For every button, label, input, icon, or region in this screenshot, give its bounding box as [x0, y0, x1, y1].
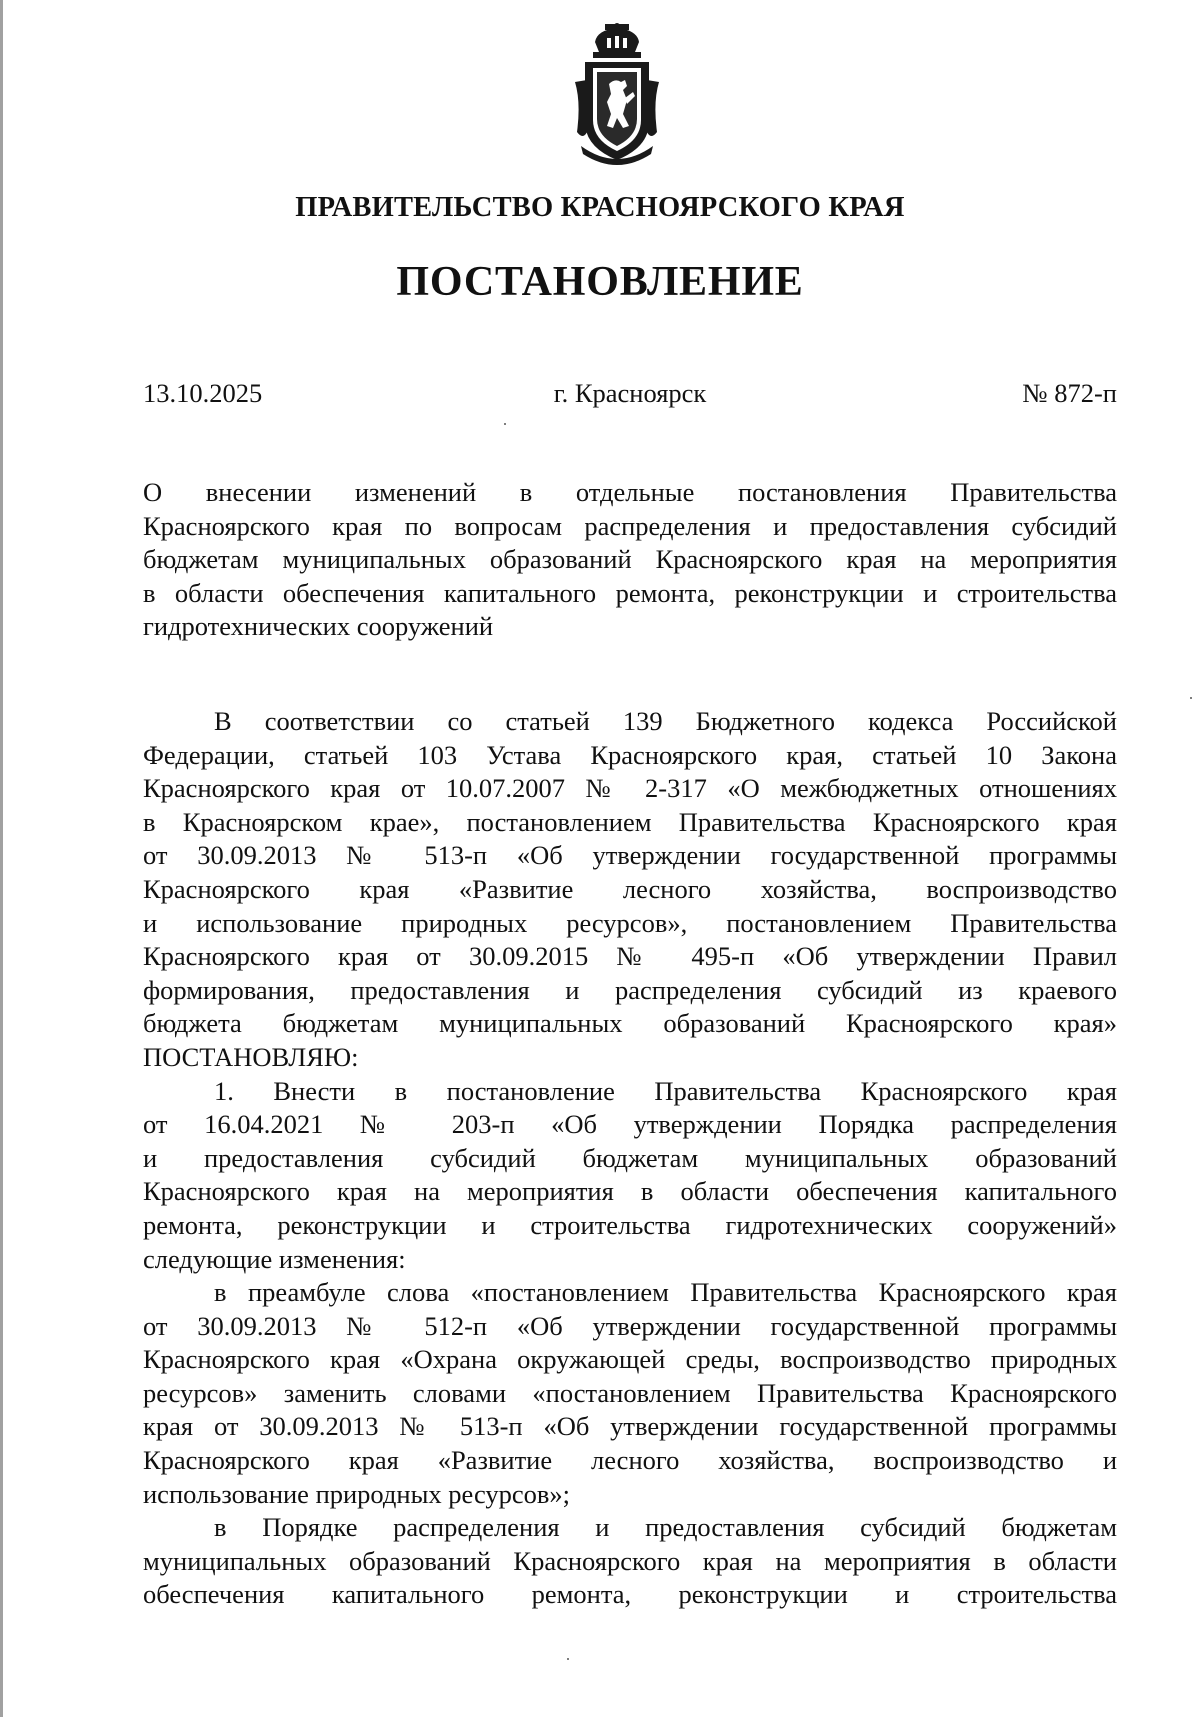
scan-edge — [0, 0, 3, 1717]
body-line: бюджета бюджетам муниципальных образований Красноярского края» — [143, 1008, 1117, 1039]
body-line: ремонта, реконструкции и строительства гидротехнических сооружений» — [143, 1209, 1117, 1240]
subject-line: в области обеспечения капитального ремонта, реконструкции и строительства — [143, 577, 1117, 608]
body-line: края от 30.09.2013 № 513-п «Об утверждении государственной программы — [143, 1411, 1117, 1442]
body-line: ресурсов» заменить словами «постановлением Правительства Красноярского — [143, 1377, 1117, 1408]
subject-line: О внесении изменений в отдельные постановления Правительства — [143, 477, 1117, 507]
subject-line: гидротехнических сооружений — [143, 611, 494, 642]
scan-speck — [567, 1658, 569, 1660]
body-line: от 16.04.2021 № 203-п «Об утверждении Порядка распределения — [143, 1109, 1117, 1140]
body-line: от 30.09.2013 № 512-п «Об утверждении государственной программы — [143, 1310, 1117, 1341]
government-title: ПРАВИТЕЛЬСТВО КРАСНОЯРСКОГО КРАЯ — [295, 192, 905, 223]
document-meta-row — [143, 378, 1117, 412]
body-line: и предоставления субсидий бюджетам муниципальных образований — [143, 1142, 1117, 1173]
subject-line: Красноярского края по вопросам распределения и предоставления субсидий — [143, 510, 1117, 541]
body-line: от 30.09.2013 № 513-п «Об утверждении государственной программы — [143, 840, 1117, 871]
body-line: Красноярского края «Развитие лесного хозяйства, воспроизводство — [143, 873, 1117, 904]
body-line: обеспечения капитального ремонта, реконструкции и строительства — [143, 1579, 1117, 1610]
body-line: формирования, предоставления и распределения субсидий из краевого — [143, 974, 1117, 1005]
coat-of-arms-icon — [567, 22, 667, 172]
document-date: 13.10.2025 — [143, 378, 263, 408]
document-type-title: ПОСТАНОВЛЕНИЕ — [396, 259, 804, 305]
body-line: Красноярского края на мероприятия в области обеспечения капитального — [143, 1176, 1117, 1207]
body-line: В соответствии со статьей 139 Бюджетного кодекса Российской — [214, 706, 1117, 736]
body-line: Красноярского края от 10.07.2007 № 2-317 «О межбюджетных отношениях — [143, 773, 1117, 804]
body-line: в Красноярском крае», постановлением Правительства Красноярского края — [143, 806, 1117, 837]
body-line: и использование природных ресурсов», постановлением Правительства — [143, 907, 1117, 938]
scan-speck — [504, 423, 506, 425]
body-line: ПОСТАНОВЛЯЮ: — [143, 1041, 359, 1072]
document-subject — [143, 476, 1117, 644]
body-line: муниципальных образований Красноярского края на мероприятия в области — [143, 1545, 1117, 1576]
scan-speck — [1190, 697, 1192, 699]
body-line: Красноярского края «Охрана окружающей среды, воспроизводство природных — [143, 1344, 1117, 1375]
document-city: г. Красноярск — [553, 378, 707, 408]
body-line: 1. Внести в постановление Правительства Красноярского края — [214, 1075, 1117, 1106]
body-line: в Порядке распределения и предоставления субсидий бюджетам — [214, 1512, 1117, 1543]
body-line: следующие изменения: — [143, 1243, 406, 1274]
document-body — [143, 705, 1117, 1612]
body-line: Красноярского края «Развитие лесного хозяйства, воспроизводство и — [143, 1445, 1117, 1476]
body-line: в преамбуле слова «постановлением Правительства Красноярского края — [214, 1277, 1117, 1308]
body-line: Федерации, статьей 103 Устава Красноярского края, статьей 10 Закона — [143, 739, 1117, 770]
document-number: № 872-п — [1022, 378, 1117, 408]
body-line: Красноярского края от 30.09.2015 № 495-п «Об утверждении Правил — [143, 941, 1117, 972]
subject-line: бюджетам муниципальных образований Красноярского края на мероприятия — [143, 544, 1117, 575]
body-line: использование природных ресурсов»; — [143, 1478, 570, 1509]
